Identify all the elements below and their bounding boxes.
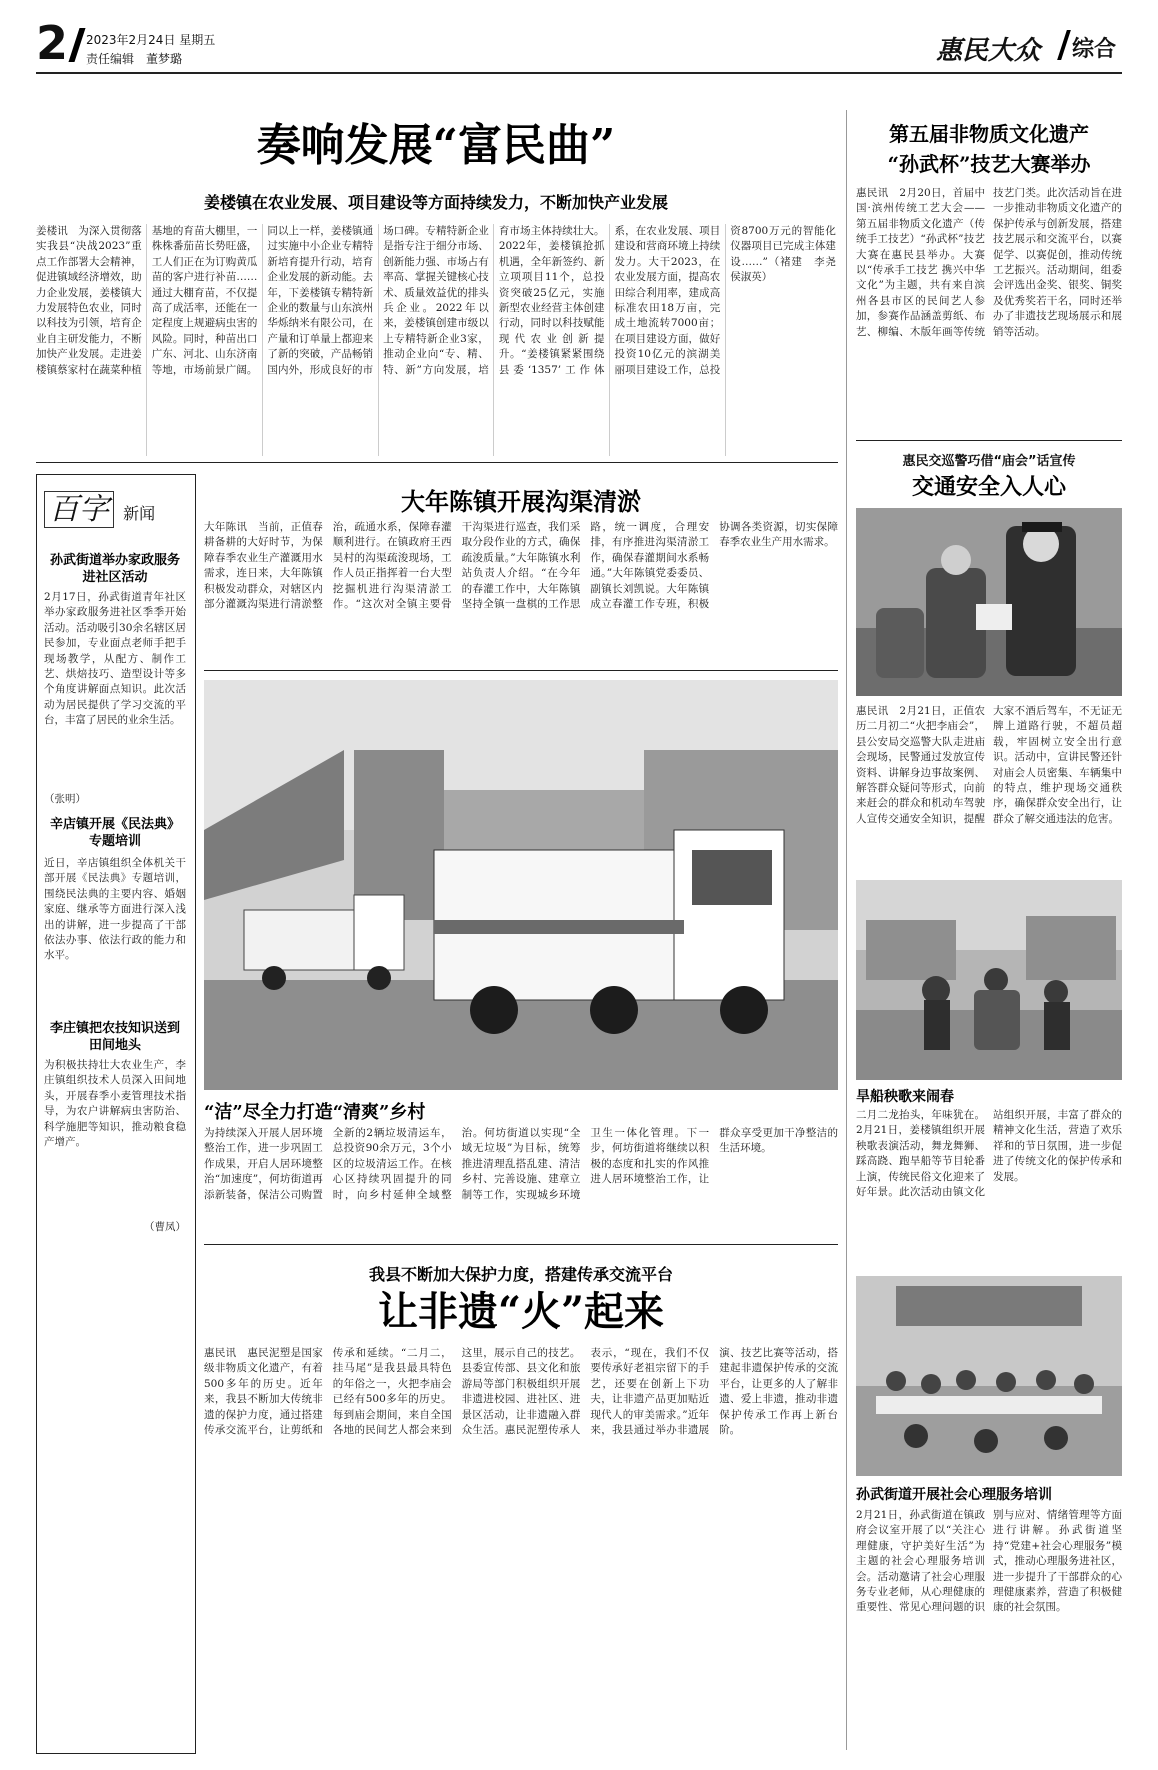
traffic-kicker: 惠民交巡警巧借“庙会”话宣传: [902, 454, 1076, 469]
lead-bottom-rule: [36, 462, 838, 463]
heritage-body: 惠民讯 惠民泥塑是国家级非物质文化遗产，有着500多年的历史。近年来，我县不断加大传统非遗的保护力度，通过搭建传承交流平台，让剪纸和传承和延续。“二月二，挂马尾”是我县最具特色的年俗之一，火把李庙会已经有500多年的历史。每到庙会期间，来自全国各地的民间艺人都会来到这里，展示自己的技艺。县委宣传部、县文化和旅游局等部门积极组织开展非遗进校园、进社区、进景区活动，让非遗融入群众生活。惠民泥塑传承人表示，“现在，我们不仅要传承好老祖宗留下的手艺，还要在创新上下功夫，让非遗产品更加贴近现代人的审美需求。”近年来，我县通过举办非遗展演、技艺比赛等活动，搭建起非遗保护传承的交流平台，让更多的人了解非遗、爱上非遗，推动非遗保护传承工作再上新台阶。: [204, 1347, 838, 1437]
yangge-body: 二月二龙抬头，年味犹在。2月21日，姜楼镇组织开展秧歌表演活动，舞龙舞狮、踩高跷、跑旱船等节目轮番上演，传统民俗文化迎来了好年景。此次活动由镇文化站组织开展，丰富了群众的精神文化生活，营造了欢乐祥和的节日氛围，进一步促进了传统文化的保护传承和发展。: [856, 1109, 1122, 1199]
section-slash-icon: [1057, 30, 1071, 60]
lead-body: 姜楼讯 为深入贯彻落实我县“决战2023”重点工作部署大会精神，促进镇域经济增效，助力企业发展，姜楼镇大力发展特色农业，同时以科技为引领，培育企业自主研发能力，不断加快产业发展。走进姜楼镇蔡家村在蔬菜种植基地的育苗大棚里，一株株番茄苗长势旺盛，工人们正在为订购黄瓜苗的客户进行补苗……通过大棚育苗，不仅提高了成活率，还能在一定程度上规避病虫害的风险。同时，种苗出口广东、河北、山东济南等地，市场前景广阔。同以上一样，姜楼镇通过实施中小企业专精特新培育提升行动，培育企业发展的新动能。去年，下姜楼镇专精特新企业的数量与山东滨州华烁纳米有限公司，在产量和订单量上都迎来了新的突破，产品畅销国内外，形成良好的市场口碑。专精特新企业是指专注于细分市场、创新能力强、市场占有率高、掌握关键核心技术、质量效益优的排头兵企业。2022年以来，姜楼镇创建市级以上专精特新企业3家，推动企业向“专、精、特、新”方向发展，培育市场主体持续壮大。2022年，姜楼镇抢抓机遇，全年新签约、新立项项目11个，总投资突破25亿元，实施新型农业经营主体创建行动，同时以科技赋能现代农业创新提升。“姜楼镇紧紧围绕县委‘1357’工作体系，在农业发展、项目建设和营商环境上持续发力。大干2023，在农业发展方面，提高农田综合利用率，建成高标准农田18万亩，完成土地流转7000亩；在项目建设方面，做好投资10亿元的滨湖美丽项目建设工作，总投资8700万元的智能化仪器项目已完成主体建设……”（褚建 李尧 侯淑英）: [36, 225, 847, 376]
psych-body: 2月21日，孙武街道在镇政府会议室开展了以“关注心理健康，守护美好生活”为主题的社会心理服务培训会。活动邀请了社会心理服务专业老师，从心理健康的重要性、常见心理问题的识别与应对、情绪管理等方面进行讲解。孙武街道坚持“党建+社会心理服务”模式，推动心理服务进社区，进一步提升了干部群众的心理健康素养，营造了积极健康的社会氛围。: [856, 1509, 1122, 1614]
garbage-truck-photo: [204, 680, 838, 1090]
crafts-bottom-rule: [856, 440, 1122, 441]
section-name: 综合: [1072, 37, 1117, 62]
crafts-headline-line1: 第五届非物质文化遗产: [889, 122, 1089, 146]
traffic-body: 惠民讯 2月21日，正值农历二月初二“火把李庙会”，县公安局交巡警大队走进庙会现场，民警通过发放宣传资料、讲解身边事故案例、解答群众疑问等形式，向前来赶会的群众和机动车驾驶人宣传交通安全知识，提醒大家不酒后驾车，不无证无牌上道路行驶，不超员超载，牢固树立安全出行意识。活动中，宣讲民警还针对庙会人员密集、车辆集中的特点，维护现场交通秩序，确保群众安全出行，让群众了解交通违法的危害。: [856, 705, 1122, 825]
page-editor: 责任编辑 董梦璐: [86, 52, 183, 66]
news100-item-3-body: 为积极扶持壮大农业生产，李庄镇组织技术人员深入田间地头，开展春季小麦管理技术指导，为农户讲解病虫害防治、科学施肥等知识，推动粮食稳产增产。: [44, 1059, 186, 1149]
issue-date: 2023年2月24日 星期五: [86, 33, 216, 47]
traffic-headline: 交通安全入人心: [911, 474, 1066, 500]
brand-logo: 惠民大众: [936, 36, 1041, 66]
canal-body: 大年陈讯 当前，正值春耕备耕的大好时节，为保障春季农业生产灌溉用水需求，连日来，大年陈镇积极发动群众，对辖区内部分灌溉沟渠进行清淤整治，疏通水系，保障春灌顺利进行。在镇政府王西吴村的沟渠疏浚现场，工作人员正指挥着一台大型挖掘机进行沟渠清淤工作。“这次对全镇主要骨干沟渠进行巡查，我们采取分段作业的方式，确保疏浚质量。”大年陈镇水利站负责人介绍。“在今年的春灌工作中，大年陈镇坚持全镇一盘棋的工作思路，统一调度，合理安排，有序推进沟渠清淤工作，确保春灌期间水系畅通。”大年陈镇党委委员、副镇长刘凯说。大年陈镇成立春灌工作专班，积极协调各类资源，切实保障春季农业生产用水需求。: [204, 521, 838, 611]
news100-item-1-title: 孙武街道举办家政服务进社区活动: [49, 553, 180, 585]
yangge-photo: [856, 880, 1122, 1080]
canal-bottom-rule: [204, 670, 838, 671]
yangge-caption: 旱船秧歌来闹春: [856, 1089, 954, 1105]
psych-photo: [856, 1276, 1122, 1476]
news100-item-2-title: 辛店镇开展《民法典》专题培训: [49, 817, 180, 849]
news100-item-1-byline: （张明）: [44, 793, 86, 805]
masthead-rule: [36, 72, 1122, 74]
heritage-top-rule: [204, 1244, 838, 1245]
psych-headline: 孙武街道开展社会心理服务培训: [856, 1487, 1052, 1503]
crafts-headline-line2: “孙武杯”技艺大赛举办: [887, 152, 1091, 176]
news100-item-2-body: 近日，辛店镇组织全体机关干部开展《民法典》专题培训，围绕民法典的主要内容、婚姻家庭、继承等方面进行深入浅出的讲解，进一步提高了干部依法办事、依法行政的能力和水平。: [44, 857, 186, 962]
heritage-subheadline: 我县不断加大保护力度，搭建传承交流平台: [368, 1265, 673, 1284]
news100-header-right: 新闻: [123, 504, 156, 523]
news100-item-1-body: 2月17日，孙武街道青年社区举办家政服务进社区季季开始活动。活动吸引30余名辖区居民参加，专业面点老师手把手现场教学，从配方、制作工艺、烘焙技巧、造型设计等多个角度讲解面点知识。此次活动为居民提供了学习交流的平台，丰富了居民的业余生活。: [44, 591, 186, 727]
news100-header-left: 百字: [44, 491, 114, 528]
clean-body: 为持续深入开展人居环境整治工作，进一步巩固工作成果，开启人居环境整治“加速度”，何坊街道再添新装备，保洁公司购置全新的2辆垃圾清运车，总投资90余万元，3个小区的垃圾清运工作。在核心区持续巩固提升的同时，向乡村延伸全域整治。何坊街道以实现“全域无垃圾”为目标，统筹推进清理乱搭乱建、清洁乡村、完善设施、建章立制等工作，实现城乡环境卫生一体化管理。下一步，何坊街道将继续以积极的态度和扎实的作风推进人居环境整治工作，让群众享受更加干净整洁的生活环境。: [204, 1127, 838, 1201]
column-divider: [846, 110, 847, 1750]
lead-headline: 奏响发展“富民曲”: [256, 120, 616, 171]
news100-header: [44, 490, 186, 534]
page-slash-icon: [68, 28, 85, 62]
page-number: 2: [36, 16, 69, 70]
news100-item-3-byline: （曹凤）: [144, 1221, 186, 1233]
lead-subheadline: 姜楼镇在农业发展、项目建设等方面持续发力，不断加快产业发展: [203, 193, 668, 212]
news100-item-3-title: 李庄镇把农技知识送到田间地头: [49, 1021, 180, 1053]
crafts-body: 惠民讯 2月20日，首届中国·滨州传统工艺大会——第五届非物质文化遗产（传统手工技艺）“孙武杯”技艺大赛在惠民县举办。大赛以“传承手工技艺 携兴中华文化”为主题，共有来自滨州各县市区的民间艺人参加，参赛作品涵盖剪纸、布艺、柳编、木版年画等传统技艺门类。此次活动旨在进一步推动非物质文化遗产的保护传承与创新发展，搭建技艺展示和交流平台，以赛促学、以赛促创，推动传统工艺振兴。活动期间，组委会评选出金奖、银奖、铜奖及优秀奖若干名，同时还举办了非遗技艺现场展示和展销等活动。: [856, 187, 1122, 338]
canal-headline: 大年陈镇开展沟渠清淤: [401, 487, 641, 516]
heritage-headline: 让非遗“火”起来: [377, 1288, 664, 1335]
traffic-photo: [856, 508, 1122, 696]
clean-caption: “洁”尽全力打造“清爽”乡村: [204, 1102, 426, 1123]
